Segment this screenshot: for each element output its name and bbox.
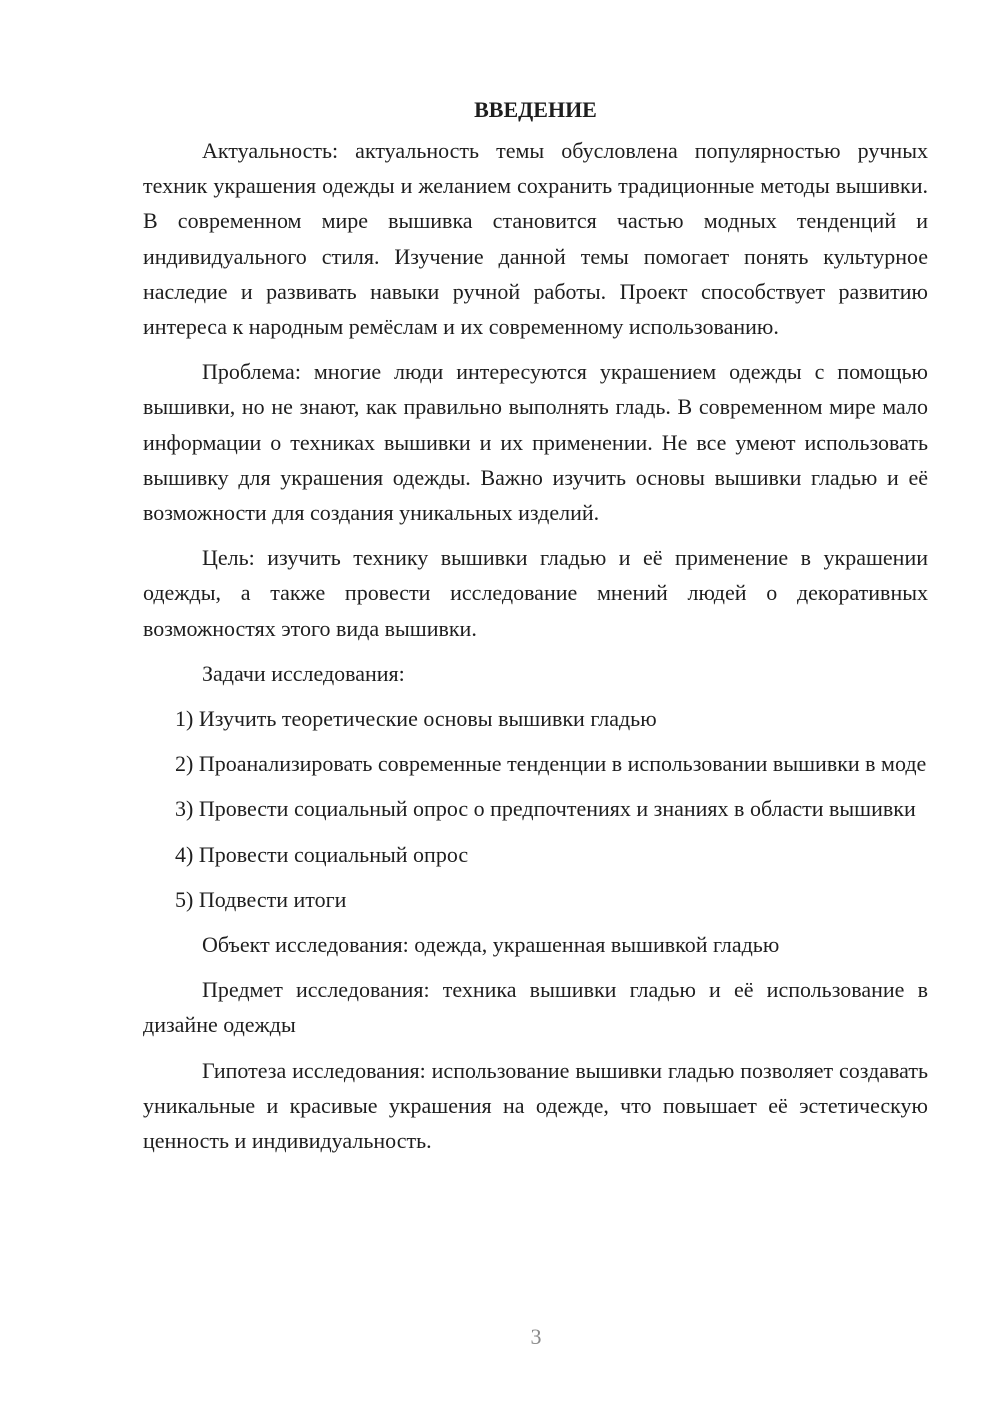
task-item-3: 3) Провести социальный опрос о предпочтениях и знаниях в области вышивки [175,796,916,822]
document-page [143,92,928,1168]
task-item-4: 4) Провести социальный опрос [175,841,469,867]
tasks-title: Задачи исследования: [202,660,405,686]
task-item-2: 2) Проанализировать современные тенденции в использовании вышивки в моде [175,751,927,777]
paragraph-object: Объект исследования: одежда, украшенная вышивкой гладью [202,932,780,958]
task-item-5: 5) Подвести итоги [175,886,347,912]
paragraph-goal: Цель: изучить технику вышивки гладью и её применение в украшении одежды, а также провести исследование мнений людей о декоративных возможностях этого вида вышивки. [143,545,928,641]
paragraph-subject: Предмет исследования: техника вышивки гладью и её использование в дизайне одежды [143,977,928,1038]
task-item-1: 1) Изучить теоретические основы вышивки гладью [175,706,657,732]
page-number: 3 [530,1324,542,1349]
paragraph-problem: Проблема: многие люди интересуются украшением одежды с помощью вышивки, но не знают, как правильно выполнять гладь. В современном мире мало информации о техниках вышивки и их применении. Не все умеют использовать вышивку для украшения одежды. Важно изучить основы вышивки гладью и её возможности для создания уникальных изделий. [143,359,928,526]
paragraph-relevance: Актуальность: актуальность темы обусловлена популярностью ручных техник украшения одежды и желанием сохранить традиционные методы вышивки. В современном мире вышивка становится частью модных тенденций и индивидуального стиля. Изучение данной темы помогает понять культурное наследие и развивать навыки ручной работы. Проект способствует развитию интереса к народным ремёслам и их современному использованию. [143,138,928,340]
page-title: ВВЕДЕНИЕ [474,97,597,122]
paragraph-hypothesis: Гипотеза исследования: использование вышивки гладью позволяет создавать уникальные и красивые украшения на одежде, что повышает её эстетическую ценность и индивидуальность. [143,1057,928,1154]
